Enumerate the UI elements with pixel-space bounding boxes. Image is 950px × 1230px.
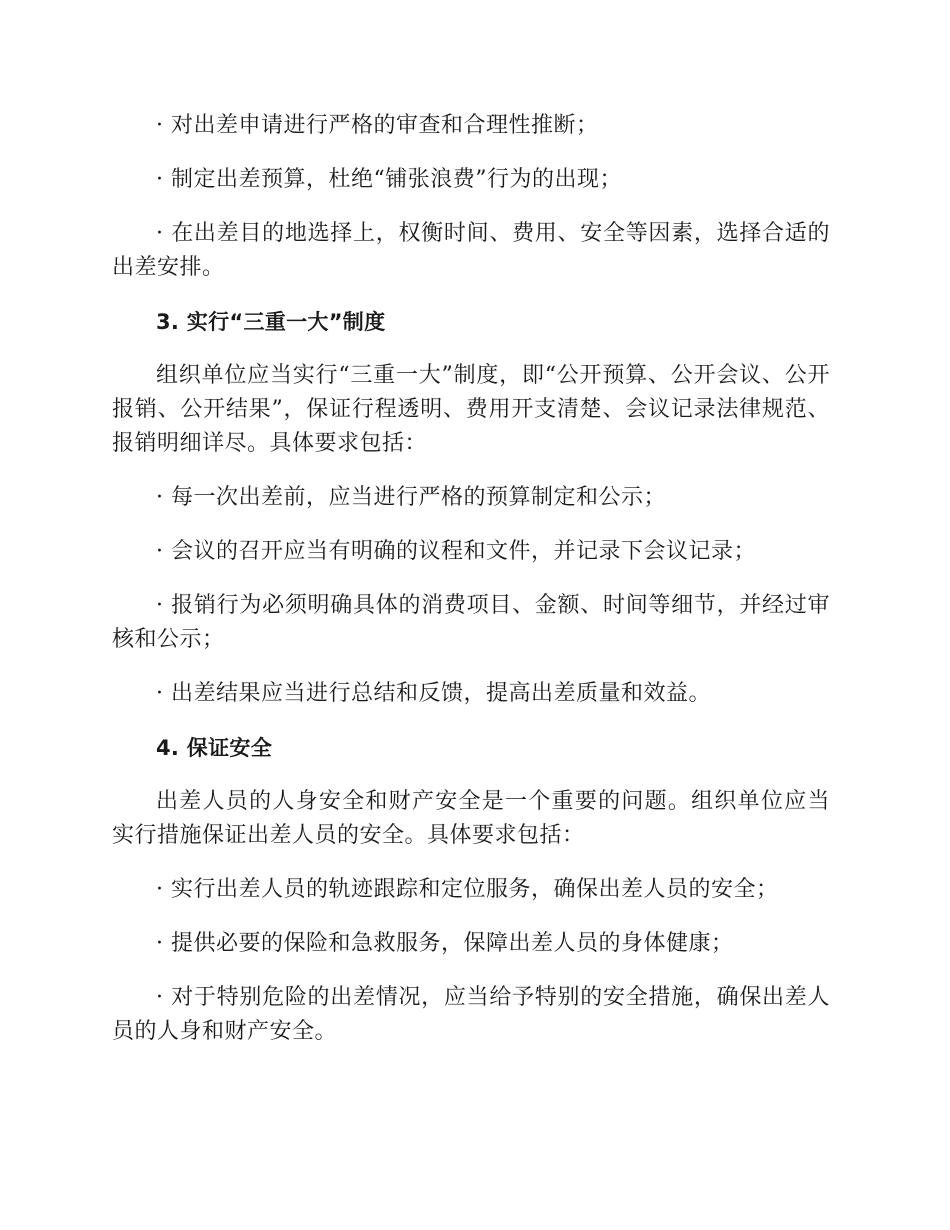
section-heading: 3. 实行“三重一大”制度 [156, 310, 386, 334]
bullet-item: · 每一次出差前，应当进行严格的预算制定和公示； [156, 485, 666, 510]
bullet-item: · 制定出差预算，杜绝“铺张浪费”行为的出现； [156, 167, 622, 192]
bullet-item: · 出差结果应当进行总结和反馈，提高出差质量和效益。 [156, 681, 711, 706]
section-heading: 4. 保证安全 [156, 736, 272, 760]
bullet-item: · 在出差目的地选择上，权衡时间、费用、安全等因素，选择合适的出差安排。 [112, 221, 830, 280]
body-paragraph: 组织单位应当实行“三重一大”制度，即“公开预算、公开会议、公开报销、公开结果”，保证行程透明、费用开支清楚、会议记录法律规范、报销明细详尽。具体要求包括： [112, 363, 830, 456]
bullet-item: · 实行出差人员的轨迹跟踪和定位服务，确保出差人员的安全； [156, 877, 779, 902]
bullet-item: · 对于特别危险的出差情况，应当给予特别的安全措施，确保出差人员的人身和财产安全。 [112, 985, 830, 1044]
bullet-item: · 对出差申请进行严格的审查和合理性推断； [156, 113, 599, 138]
body-paragraph: 出差人员的人身安全和财产安全是一个重要的问题。组织单位应当实行措施保证出差人员的安全。具体要求包括： [112, 789, 830, 848]
bullet-item: · 提供必要的保险和急救服务，保障出差人员的身体健康； [156, 931, 734, 956]
bullet-item: · 会议的召开应当有明确的议程和文件，并记录下会议记录； [156, 539, 756, 564]
document-body [112, 109, 830, 1069]
bullet-item: · 报销行为必须明确具体的消费项目、金额、时间等细节，并经过审核和公示； [112, 593, 830, 652]
